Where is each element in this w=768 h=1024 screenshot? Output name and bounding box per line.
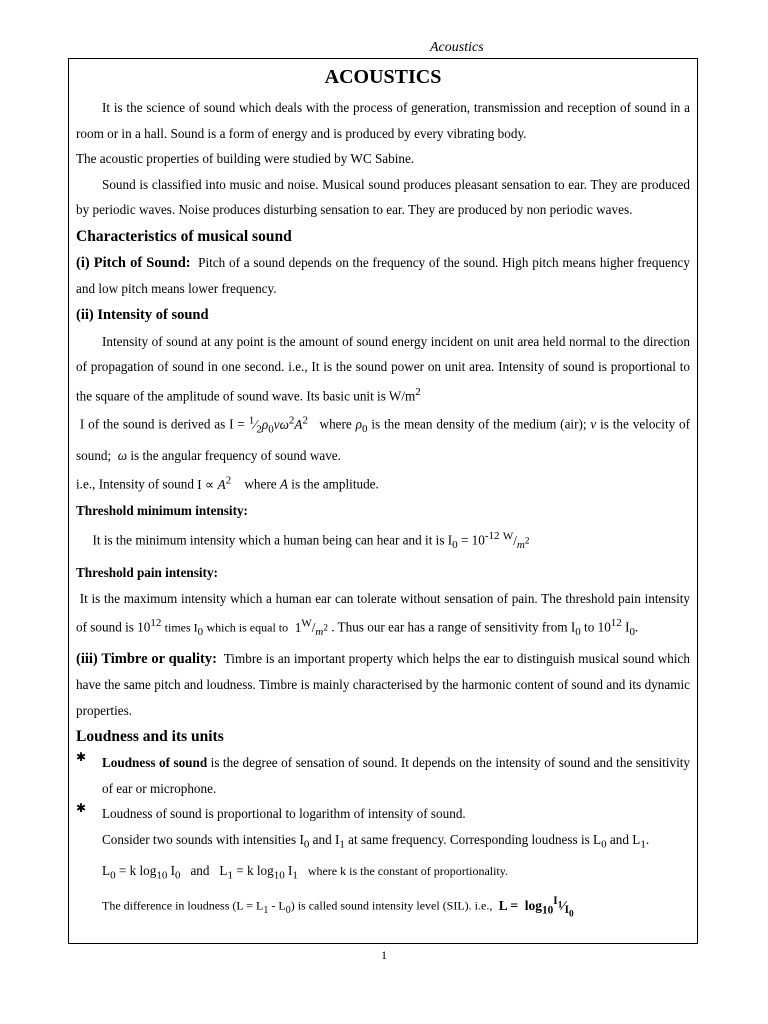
loudness-sil: The difference in loudness $(L = L_1 - L_0)$ is called sound intensity level (SIL). i.e., $L = \log_{10}^{I_1}⁄_{I_0}$ <box>102 895 574 920</box>
heading-threshold-min: Threshold minimum intensity: <box>76 503 248 519</box>
intro-paragraph-2: The acoustic properties of building were studied by WC Sabine. <box>76 151 415 166</box>
unit-exponent: 2 <box>415 385 421 398</box>
consider-d: and L <box>609 831 641 847</box>
threshold-min-value: = 10 <box>460 532 485 548</box>
loudness-bold: Loudness of sound <box>102 755 208 771</box>
loudness-bullet-1 <box>76 750 690 801</box>
intro-paragraph-1: It is the science of sound which deals with the process of generation, transmission and reception of sound in a room or in a hall. Sound is a form of energy and is produced by every vibrating body. <box>76 100 690 141</box>
sil-formula: $L = \log_{10}^{I_1}⁄_{I_0}$ <box>495 895 574 920</box>
threshold-pain-paragraph: It is the maximum intensity which a human ear can tolerate without sensation of pain. The threshold pain intensity of sound is $10^{12}$ times $I_0$ which is equal to $1^W/_{m^2}$ . Thus our ear has a range of sensitivity from $I_0$ to $10^{12}$ $I_0$. <box>76 590 691 639</box>
timbre-label: (iii) Timbre or quality: <box>76 650 217 667</box>
sil-a: The difference in loudness (L = L <box>102 898 264 913</box>
proportional-formula: $I \propto A^2$ <box>197 474 232 492</box>
loudness-consider: Consider two sounds with intensities $I_0$ and $I_1$ at same frequency. Corresponding loudness is $L_0$ and $L_1$. <box>102 831 650 851</box>
eq-note: where k is the constant of proportionality. <box>307 864 508 879</box>
consider-b: and I <box>312 831 340 847</box>
loudness-b2-text: Loudness of sound is proportional to logarithm of intensity of sound. <box>102 806 466 822</box>
intensity-formula: $^1⁄_2\rho_0v\omega^2A^2$ <box>248 414 308 436</box>
eq-l1: $L_1 = k$ $\log_{10} I_1$ <box>219 863 298 882</box>
threshold-min-paragraph: It is the minimum intensity which a human being can hear and it is $I_0 = 10^{-12}$ $^W/_{m^2}$ <box>92 530 530 552</box>
threshold-min-unit: $^W/_{m^2}$ <box>502 530 530 552</box>
intensity-formula-paragraph: I of the sound is derived as $I = ^1⁄_2\rho_0v\omega^2A^2$ where $\rho_0$ is the mean density of the medium (air); ν is the velocity of sound; ω is the angular frequency of sound wave. <box>76 414 691 463</box>
pain-exp: 12 <box>150 617 162 630</box>
heading-loudness: Loudness and its units <box>76 728 224 746</box>
threshold-min-text: It is the minimum intensity which a human being can hear and it is I <box>92 532 453 548</box>
sil-b: - L <box>271 898 286 913</box>
page-number: 1 <box>381 948 387 962</box>
timbre-text: Timbre is an important property which helps the ear to distinguish musical sound which have the same pitch and loudness. Timbre is mainly characterised by the harmonic content of sound and its dynamic properties. <box>76 650 690 718</box>
loudness-equations: $L_0 = k$ $\log_{10} I_0$ and $L_1 = k$ $\log_{10} I_1$ where k is the constant of proportionality. <box>102 863 508 882</box>
pain-text-b: times I <box>164 620 198 635</box>
intensity-def-text: Intensity of sound at any point is the amount of sound energy incident on unit area held normal to the direction of propagation of sound in one second. i.e., It is the sound power on unit area. Intensity of sound is proportional to the square of the amplitude of sound wave. Its basic unit is W/m <box>76 333 690 403</box>
pitch-text: Pitch of a sound depends on the frequency of the sound. High pitch means higher frequency and low pitch means lower frequency. <box>76 254 690 296</box>
v-symbol: ν <box>590 416 597 432</box>
intensity-paragraph-1 <box>76 329 690 409</box>
page-title: ACOUSTICS <box>324 66 442 88</box>
sil-c: ) is called sound intensity level (SIL). i.e., <box>290 898 493 913</box>
formula-lead: I of the sound is derived as I = <box>79 416 245 432</box>
pain-text-c: which is equal to <box>206 620 289 635</box>
omega-symbol: ω <box>117 447 128 463</box>
pitch-label: (i) Pitch of Sound: <box>76 254 191 271</box>
running-header: Acoustics <box>430 40 484 55</box>
formula-where: where <box>319 416 352 432</box>
page-frame <box>68 58 698 944</box>
loudness-bullet-2 <box>76 801 690 827</box>
timbre-paragraph <box>76 646 690 724</box>
proportional-where: where <box>244 476 277 492</box>
rho-symbol: ρ <box>355 416 362 432</box>
proportional-lead: i.e., Intensity of sound <box>76 476 194 492</box>
consider-a: Consider two sounds with intensities I <box>102 831 304 847</box>
heading-intensity: (ii) Intensity of sound <box>76 306 209 323</box>
v-desc: is the velocity of sound; <box>76 416 691 463</box>
intro-paragraph-3: Sound is classified into music and noise. Musical sound produces pleasant sensation to ear. They are produced by periodic waves. Noise produces disturbing sensation to ear. They are produced by non periodic waves. <box>76 176 690 217</box>
heading-characteristics: Characteristics of musical sound <box>76 227 292 245</box>
eq-l0: $L_0 = k$ $\log_{10} I_0$ <box>102 863 181 882</box>
amplitude-symbol: A <box>279 476 288 492</box>
consider-c: at same frequency. Corresponding loudness is L <box>348 831 602 847</box>
bullet-star-icon: ✱ <box>76 801 87 816</box>
rho-desc: is the mean density of the medium (air); <box>371 416 587 432</box>
amplitude-desc: is the amplitude. <box>291 476 379 492</box>
pain-unit: $1^W/_{m^2}$ <box>294 617 328 639</box>
bullet-star-icon: ✱ <box>76 750 87 765</box>
threshold-min-exp: -12 <box>484 530 500 543</box>
pitch-paragraph <box>76 250 690 302</box>
pain-text-a: It is the maximum intensity which a human ear can tolerate without sensation of pain. The threshold pain intensity of sound is 10 <box>76 590 691 635</box>
pain-text-e: to <box>584 619 595 635</box>
pain-text-d: . Thus our ear has a range of sensitivity from I <box>331 619 576 635</box>
heading-threshold-pain: Threshold pain intensity: <box>76 564 218 580</box>
loudness-b1-text: is the degree of sensation of sound. It depends on the intensity of sound and the sensitivity of ear or microphone. <box>102 755 690 796</box>
omega-desc: is the angular frequency of sound wave. <box>130 447 341 463</box>
intensity-proportional-paragraph <box>76 468 690 497</box>
